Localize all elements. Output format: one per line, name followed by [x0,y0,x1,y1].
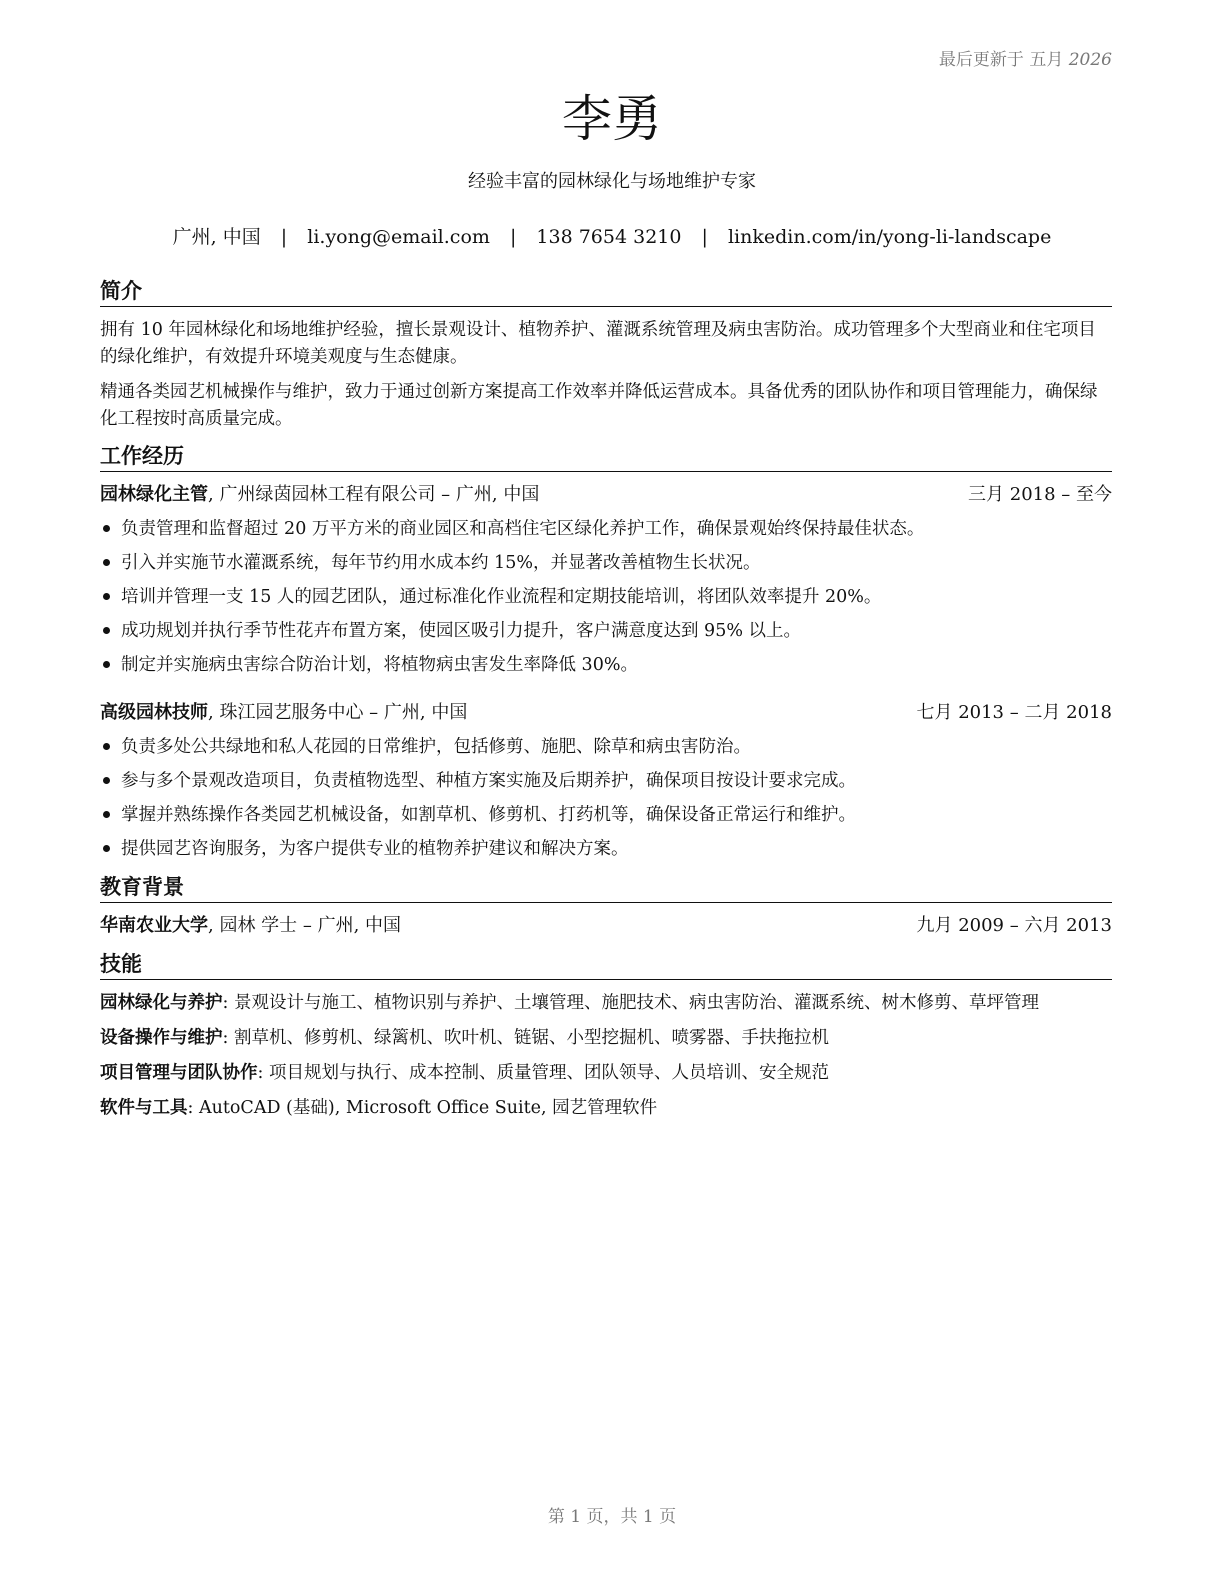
education-school: 华南农业大学 [100,915,208,936]
contact-location: 广州, 中国 [172,226,261,248]
summary-paragraph: 精通各类园艺机械操作与维护，致力于通过创新方案提高工作效率并降低运营成本。具备优秀的团队协作和项目管理能力，确保绿化工程按时高质量完成。 [100,382,1098,429]
job-entry [100,700,1112,866]
education-dates: 九月 2009 – 六月 2013 [916,915,1112,936]
experience-heading: 工作经历 [100,441,1112,472]
education-heading: 教育背景 [100,872,1112,903]
skill-label: 软件与工具 [100,1098,188,1118]
skill-row [100,990,1112,1017]
job-bullets [100,512,1112,682]
skill-value: : 项目规划与执行、成本控制、质量管理、团队领导、人员培训、安全规范 [257,1063,829,1083]
candidate-tagline: 经验丰富的园林绿化与场地维护专家 [468,171,756,192]
summary-section [100,317,1112,433]
skill-row [100,1025,1112,1052]
job-bullet: 负责管理和监督超过 20 万平方米的商业园区和高档住宅区绿化养护工作，确保景观始终保持最佳状态。 [100,512,1112,546]
job-dates: 七月 2013 – 二月 2018 [916,702,1112,723]
job-bullet: 培训并管理一支 15 人的园艺团队，通过标准化作业流程和定期技能培训，将团队效率提升 20%。 [100,580,1112,614]
job-title-line [100,482,539,508]
job-header [100,700,1112,726]
contact-separator: | [701,226,708,248]
job-bullets [100,730,1112,866]
job-bullet: 掌握并熟练操作各类园艺机械设备，如割草机、修剪机、打药机等，确保设备正常运行和维护。 [100,798,1112,832]
contact-separator: | [509,226,517,248]
job-bullet: 成功规划并执行季节性花卉布置方案，使园区吸引力提升，客户满意度达到 95% 以上。 [100,614,1112,648]
job-dates: 三月 2018 – 至今 [968,484,1112,505]
job-bullet: 负责多处公共绿地和私人花园的日常维护，包括修剪、施肥、除草和病虫害防治。 [100,730,1112,764]
page-number: 第 1 页，共 1 页 [547,1507,677,1527]
job-title-line [100,700,467,726]
job-bullet: 引入并实施节水灌溉系统，每年节约用水成本约 15%，并显著改善植物生长状况。 [100,546,1112,580]
skill-label: 项目管理与团队协作 [100,1063,258,1083]
skill-row [100,1060,1112,1087]
job-bullet: 制定并实施病虫害综合防治计划，将植物病虫害发生率降低 30%。 [100,648,1112,682]
job-bullet: 参与多个景观改造项目，负责植物选型、种植方案实施及后期养护，确保项目按设计要求完成。 [100,764,1112,798]
education-title-line [100,913,401,939]
skill-value: : 景观设计与施工、植物识别与养护、土壤管理、施肥技术、病虫害防治、灌溉系统、树木修剪、草坪管理 [222,993,1039,1013]
education-detail: , 园林 学士 – 广州, 中国 [208,915,402,936]
job-role: 园林绿化主管 [100,484,208,505]
skill-value: : 割草机、修剪机、绿篱机、吹叶机、链锯、小型挖掘机、喷雾器、手扶拖拉机 [222,1028,829,1048]
resume-body [100,276,1112,1130]
contact-line [0,224,1224,250]
job-org: , 广州绿茵园林工程有限公司 – 广州, 中国 [208,484,540,505]
skills-section [100,990,1112,1122]
skill-value: : AutoCAD (基础), Microsoft Office Suite, 园艺管理软件 [187,1098,658,1118]
education-entry [100,913,1112,939]
last-updated-label: 最后更新于 五月 [938,50,1064,70]
job-entry [100,482,1112,682]
summary-paragraph: 拥有 10 年园林绿化和场地维护经验，擅长景观设计、植物养护、灌溉系统管理及病虫害防治。成功管理多个大型商业和住宅项目的绿化维护，有效提升环境美观度与生态健康。 [100,320,1096,367]
skill-label: 设备操作与维护 [100,1028,223,1048]
last-updated-year: 2026 [1068,50,1112,70]
candidate-name: 李勇 [562,90,662,148]
skill-label: 园林绿化与养护 [100,993,223,1013]
contact-linkedin[interactable]: linkedin.com/in/yong-li-landscape [727,226,1052,248]
contact-email[interactable]: li.yong@email.com [307,226,490,248]
job-role: 高级园林技师 [100,702,208,723]
job-org: , 珠江园艺服务中心 – 广州, 中国 [208,702,468,723]
skill-row [100,1095,1112,1122]
job-header [100,482,1112,508]
contact-separator: | [280,226,288,248]
contact-phone: 138 7654 3210 [536,226,682,248]
summary-heading: 简介 [100,276,1112,307]
job-bullet: 提供园艺咨询服务，为客户提供专业的植物养护建议和解决方案。 [100,832,1112,866]
skills-heading: 技能 [100,949,1112,980]
last-updated [939,45,1112,70]
